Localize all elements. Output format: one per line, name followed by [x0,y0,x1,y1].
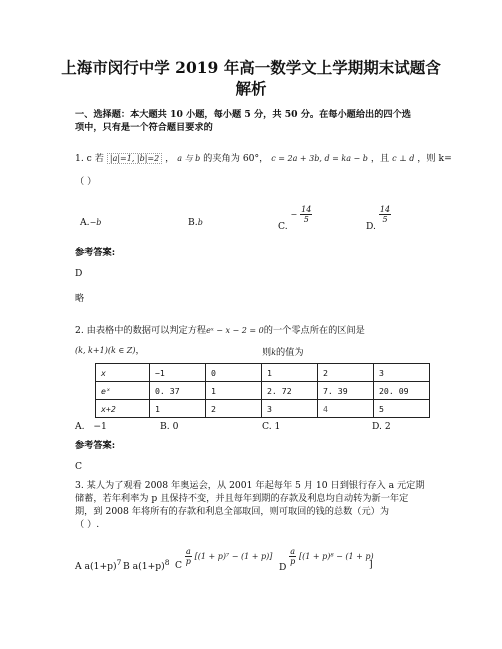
option-label: A. [80,217,90,228]
table-cell: 0. 37 [150,382,206,400]
option-value: b [197,218,203,227]
q2-k-symbol: k [271,348,277,357]
fraction-denominator: 5 [303,215,309,224]
table-row-header: x+2 [96,400,150,418]
option-text: A a(1+p) [75,561,117,573]
fraction-numerator: 14 [379,205,391,214]
fraction-denominator: p [290,557,296,566]
q1-explanation: 略 [75,293,85,304]
fraction-denominator: p [185,557,191,566]
option-label: B. [188,217,198,228]
option-label: D. [372,421,382,432]
option-value: 2 [384,421,391,432]
q1-perp-text: ，且 [370,153,390,164]
q2-option-d [372,421,391,433]
option-label: C [175,560,183,571]
q1-option-d [366,205,391,232]
q2-interval-formula: (k, k+1)(k ∈ Z) [75,346,136,355]
table-cell: 3 [374,364,430,382]
table-cell: 1 [262,364,318,382]
q2-option-c [262,421,280,433]
option-formula: [(1 + p)⁸ − (1 + p) [299,552,374,561]
q1-answer: D [75,268,83,279]
option-fraction [300,205,312,224]
table-cell: 1 [150,400,206,418]
q2-text-before: 2. 由表格中的数据可以判定方程 [75,325,207,336]
q1-angle-text: 的夹角为 60°， [203,153,269,164]
table-row-header: x [96,364,150,382]
q1-then-text: ，则 k= [417,153,452,164]
table-cell: 3 [262,400,318,418]
q2-answer-label: 参考答案: [75,440,116,451]
table-cell: 7. 39 [318,382,374,400]
page-title-continued: 解析 [235,79,267,98]
q2-option-b [160,421,178,433]
fraction-denominator: 5 [382,215,388,224]
fraction-numerator: a [290,547,296,556]
table-row-header: eˣ [96,382,150,400]
option-exponent: 8 [164,558,170,567]
question-3-line1: 3. 某人为了观看 2008 年奥运会，从 2001 年起每年 5 月 10 日到银行存入 a 元定期 [75,480,425,491]
option-value: 1 [274,421,281,432]
question-2 [75,325,365,337]
option-label: B. [160,421,170,432]
option-fraction [289,547,296,566]
option-label: D. [366,221,376,232]
option-label: C. [278,221,288,232]
option-fraction [185,547,192,566]
q1-option-c [278,205,312,232]
fraction-numerator: 14 [301,205,312,214]
option-text: B a(1+p) [123,561,165,573]
table-cell: 20. 09 [374,382,430,400]
q1-equation-formula: c = 2a + 3b, d = ka − b [271,154,368,163]
q1-answer-label: 参考答案: [75,247,116,258]
q2-then-text: 则 [262,347,272,358]
q1-condition-formula: |a|=1, |b|=2 [107,153,162,164]
q3-option-d [279,541,374,573]
question-1 [75,153,452,165]
q2-data-table [95,363,430,418]
option-label: C. [262,421,272,432]
fraction-numerator: a [185,547,191,556]
q3-option-d-bracket: ] [369,559,373,570]
table-row [96,364,430,382]
option-fraction [379,205,391,224]
table-cell: 2 [206,400,262,418]
section-heading-continued: 项中，只有是一个符合题目要求的 [75,122,213,133]
option-sign: − [290,210,298,219]
table-row [96,382,430,400]
q3-option-a [75,557,121,573]
table-cell: 2 [318,364,374,382]
option-label: D [279,562,287,573]
option-formula: [(1 + p)⁷ − (1 + p)] [194,552,273,561]
q3-option-b [123,557,170,573]
q1-number: 1. c 若 [75,153,104,164]
q2-answer: C [75,461,83,472]
question-3-line2: 储蓄，若年利率为 p 且保持不变，并且每年到期的存款及利息均自动转为新一年定 [75,493,409,504]
q1-paren: （ ） [75,176,97,187]
q1-option-b [188,217,203,229]
section-heading: 一、选择题：本大题共 10 小题，每小题 5 分，共 50 分。在每小题给出的四个选 [75,109,411,120]
option-value: 0 [172,421,179,432]
table-cell: 1 [206,382,262,400]
q2-interval-tail: ， [135,345,145,356]
question-3-line3: 期，到 2008 年将所有的存款和利息全部取回，则可取回的钱的总数（元）为 [75,506,390,517]
page-title: 上海市闵行中学 2019 年高一数学文上学期期末试题含 [61,58,441,77]
q2-value-text: 的值为 [276,347,304,358]
option-exponent: 7 [116,558,122,567]
option-value: −b [89,218,102,227]
table-row [96,400,430,418]
table-cell: 5 [374,400,430,418]
q2-equation-formula: eˣ − x − 2 = 0 [206,326,264,335]
q1-option-a [80,217,101,229]
q1-vectors: a 与 b [177,154,201,163]
q1-perp-formula: c ⊥ d [392,154,415,163]
q1-sep: ， [165,153,175,164]
table-cell: −1 [150,364,206,382]
table-cell: 2. 72 [262,382,318,400]
q2-interval [75,345,145,357]
q2-then [262,347,304,359]
q3-option-c [175,541,273,571]
table-cell: 4 [318,400,374,418]
option-value: −1 [93,421,107,432]
table-cell: 0 [206,364,262,382]
option-label: A. [75,421,85,432]
question-3-line4: （ ）. [75,519,100,530]
q2-option-a [75,421,107,433]
q2-text-after: 的一个零点所在的区间是 [263,325,365,336]
